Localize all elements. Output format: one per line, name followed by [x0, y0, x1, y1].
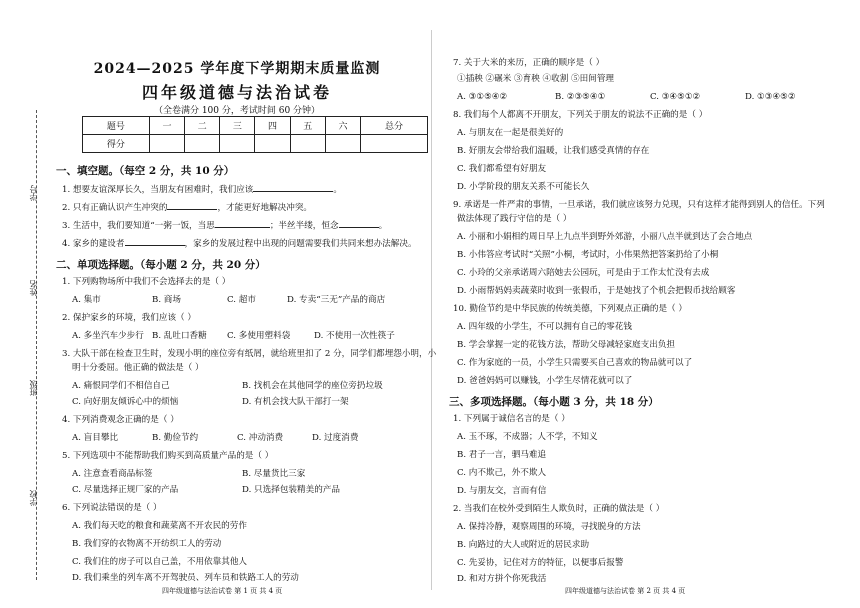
score-header-row: [83, 117, 428, 135]
option[interactable]: D. 我们乘坐的列车离不开驾驶员、列车员和铁路工人的劳动: [72, 573, 299, 583]
score-header-cell: 五: [290, 117, 325, 135]
option[interactable]: D. 爸爸妈妈可以赚钱，小学生尽情花就可以了: [457, 376, 633, 386]
answer-blank[interactable]: [167, 209, 217, 210]
score-header-cell: 二: [185, 117, 220, 135]
score-header-cell: 总分: [361, 117, 428, 135]
score-header-cell: 三: [220, 117, 255, 135]
option[interactable]: B. 学会掌握一定的花钱方法，帮助父母减轻家庭支出负担: [457, 340, 676, 350]
fill-question-2: 2. 只有正确认识产生冲突的 ，才能更好地解决冲突。: [62, 203, 313, 213]
fill-question-3: 3. 生活中，我们要知道“一粥一饭，当思 ；半丝半缕，恒念 。: [62, 221, 388, 231]
section-1-title: 一、填空题。（每空 2 分，共 10 分）: [56, 165, 235, 177]
option[interactable]: A. ③①⑤④②: [457, 92, 508, 102]
option[interactable]: A. 盲目攀比: [72, 433, 119, 443]
question-2: 2. 保护家乡的环境，我们应该（ ）: [62, 313, 196, 323]
page-divider: [431, 30, 432, 590]
fill-question-4: 4. 家乡的建设者 ，家乡的发展过程中出现的问题需要我们共同来想办法解决。: [62, 239, 417, 249]
score-cell[interactable]: [220, 135, 255, 153]
option[interactable]: B. 好朋友会带给我们温暖，让我们感受真情的存在: [457, 146, 650, 156]
option[interactable]: A. 保持冷静，观察周围的环境，寻找脱身的方法: [457, 522, 641, 532]
option[interactable]: D. 只选择包装精美的产品: [242, 485, 340, 495]
question-7-items: ①插秧 ②碾米 ③育秧 ④收割 ⑤田间管理: [457, 74, 615, 84]
section-3-title: 三、多项选择题。（每小题 3 分，共 18 分）: [449, 396, 659, 408]
option[interactable]: B. 小伟答应考试时“关照”小桐，考试时，小伟果然把答案扔给了小桐: [457, 250, 719, 260]
option[interactable]: C. 向好朋友倾诉心中的烦恼: [72, 397, 179, 407]
answer-blank[interactable]: [125, 245, 185, 246]
option[interactable]: A. 四年级的小学生，不可以拥有自己的零花钱: [457, 322, 632, 332]
option[interactable]: C. 我们住的房子可以自己盖，不用依靠其他人: [72, 557, 248, 567]
option[interactable]: C. 尽量选择正规厂家的产品: [72, 485, 179, 495]
question-6: 6. 下列说法错误的是（ ）: [62, 503, 162, 513]
option[interactable]: A. 与朋友在一起是很美好的: [457, 128, 564, 138]
fill-question-1: 1. 想要友谊深厚长久，当朋友有困难时，我们应该 。: [62, 185, 343, 195]
question-5: 5. 下列选项中不能帮助我们购买到高质量产品的是（ ）: [62, 451, 274, 461]
exam-note: （全卷满分 100 分，考试时间 60 分钟）: [153, 106, 321, 116]
page-footer: 四年级道德与法治试卷 第 2 页 共 4 页: [565, 587, 686, 595]
margin-label-school: 学校: [29, 490, 38, 506]
multi-question-2: 2. 当我们在校外受到陌生人欺负时，正确的做法是（ ）: [453, 504, 665, 514]
option[interactable]: A. 痛恨同学们不相信自己: [72, 381, 170, 391]
answer-blank[interactable]: [339, 227, 379, 228]
option[interactable]: B. 商场: [152, 295, 181, 305]
question-9: 9. 承诺是一件严肃的事情，一旦承诺，我们就应该努力兑现，只有这样才能得到别人的信任。下列: [453, 200, 825, 210]
option[interactable]: B. ②③⑤④①: [555, 92, 606, 102]
option[interactable]: B. 找机会在其他同学的座位旁扔垃圾: [242, 381, 383, 391]
option[interactable]: D. 小学阶段的朋友关系不可能长久: [457, 182, 590, 192]
option[interactable]: C. 先妥协，记住对方的特征，以便事后报警: [457, 558, 624, 568]
option[interactable]: A. 集市: [72, 295, 101, 305]
option[interactable]: B. 君子一言，驷马难追: [457, 450, 547, 460]
option[interactable]: A. 玉不琢，不成器；人不学，不知义: [457, 432, 598, 442]
question-3-cont: 明十分委屈。他正确的做法是（ ）: [72, 363, 204, 373]
question-7: 7. 关于大米的来历，正确的顺序是（ ）: [453, 58, 605, 68]
option[interactable]: A. 多坐汽车少步行: [72, 331, 144, 341]
option[interactable]: D. 与朋友交，言而有信: [457, 486, 547, 496]
option[interactable]: C. 冲动消费: [237, 433, 284, 443]
answer-blank[interactable]: [215, 227, 270, 228]
option[interactable]: C. 内不欺己，外不欺人: [457, 468, 547, 478]
option[interactable]: C. 超市: [227, 295, 256, 305]
score-header-cell: 四: [255, 117, 290, 135]
option[interactable]: C. 我们都希望有好朋友: [457, 164, 547, 174]
option[interactable]: A. 小丽和小娟相约周日早上九点半到野外郊游，小丽八点半就到达了会合地点: [457, 232, 753, 242]
question-3: 3. 大队干部在检查卫生时，发现小明的座位旁有纸屑，就给班里扣了 2 分，同学们都埋怨小明，小: [62, 349, 437, 359]
score-value-row: [83, 135, 428, 153]
score-cell[interactable]: [361, 135, 428, 153]
score-header-cell: 一: [149, 117, 184, 135]
section-2-title: 二、单项选择题。（每小题 2 分，共 20 分）: [56, 259, 266, 271]
score-header-cell: 题号: [83, 117, 150, 135]
question-9-cont: 做法体现了践行守信的是（ ）: [457, 214, 572, 224]
option[interactable]: D. 不使用一次性筷子: [314, 331, 395, 341]
score-cell[interactable]: [325, 135, 360, 153]
option[interactable]: B. 勤俭节约: [152, 433, 199, 443]
question-10: 10. 勤俭节约是中华民族的传统美德，下列观点正确的是（ ）: [453, 304, 687, 314]
margin-label-number: 学号: [29, 185, 38, 201]
option[interactable]: A. 我们每天吃的粮食和蔬菜离不开农民的劳作: [72, 521, 247, 531]
option[interactable]: D. 过度消费: [312, 433, 359, 443]
score-header-cell: 六: [325, 117, 360, 135]
answer-blank[interactable]: [253, 191, 333, 192]
option[interactable]: A. 注意查看商品标签: [72, 469, 153, 479]
score-cell[interactable]: [255, 135, 290, 153]
option[interactable]: C. 多使用塑料袋: [227, 331, 291, 341]
page-footer: 四年级道德与法治试卷 第 1 页 共 4 页: [162, 587, 283, 595]
question-4: 4. 下列消费观念正确的是（ ）: [62, 415, 179, 425]
option[interactable]: B. 尽量货比三家: [242, 469, 306, 479]
option[interactable]: D. 小雨帮妈妈卖蔬菜时收到一张假币，于是她找了个机会把假币找给顾客: [457, 286, 736, 296]
score-cell[interactable]: [149, 135, 184, 153]
exam-title: 2024—2025 学年度下学期期末质量监测: [93, 61, 381, 77]
margin-label-class: 班级: [29, 380, 38, 396]
option[interactable]: C. 作为家庭的一员，小学生只需要买自己喜欢的物品就可以了: [457, 358, 693, 368]
score-cell[interactable]: [290, 135, 325, 153]
option[interactable]: B. 向路过的大人或附近的居民求助: [457, 540, 590, 550]
binding-line: [36, 110, 37, 580]
option[interactable]: B. 我们穿的衣物离不开纺织工人的劳动: [72, 539, 222, 549]
option[interactable]: D. 和对方拼个你死我活: [457, 574, 547, 584]
exam-subtitle: 四年级道德与法治试卷: [141, 83, 332, 102]
score-cell[interactable]: [185, 135, 220, 153]
score-row-label: 得分: [83, 135, 150, 153]
exam-page-1: [52, 0, 437, 608]
option[interactable]: C. 小玲的父亲承诺周六陪她去公园玩，可是由于工作太忙没有去成: [457, 268, 710, 278]
option[interactable]: B. 乱吐口香糖: [152, 331, 207, 341]
option[interactable]: D. ①③④⑤②: [745, 92, 796, 102]
option[interactable]: D. 专卖“三无”产品的商店: [287, 295, 386, 305]
question-8: 8. 我们每个人都离不开朋友，下列关于朋友的说法不正确的是（ ）: [453, 110, 708, 120]
exam-page-2: [445, 0, 850, 608]
multi-question-1: 1. 下列属于诚信名言的是（ ）: [453, 414, 570, 424]
margin-label-name: 姓名: [29, 280, 38, 296]
score-table: [82, 116, 428, 153]
question-1: 1. 下列购物场所中我们不会选择去的是（ ）: [62, 277, 231, 287]
option[interactable]: C. ③④⑤①②: [650, 92, 701, 102]
binding-margin: [0, 0, 52, 608]
option[interactable]: D. 有机会找大队干部打一架: [242, 397, 349, 407]
